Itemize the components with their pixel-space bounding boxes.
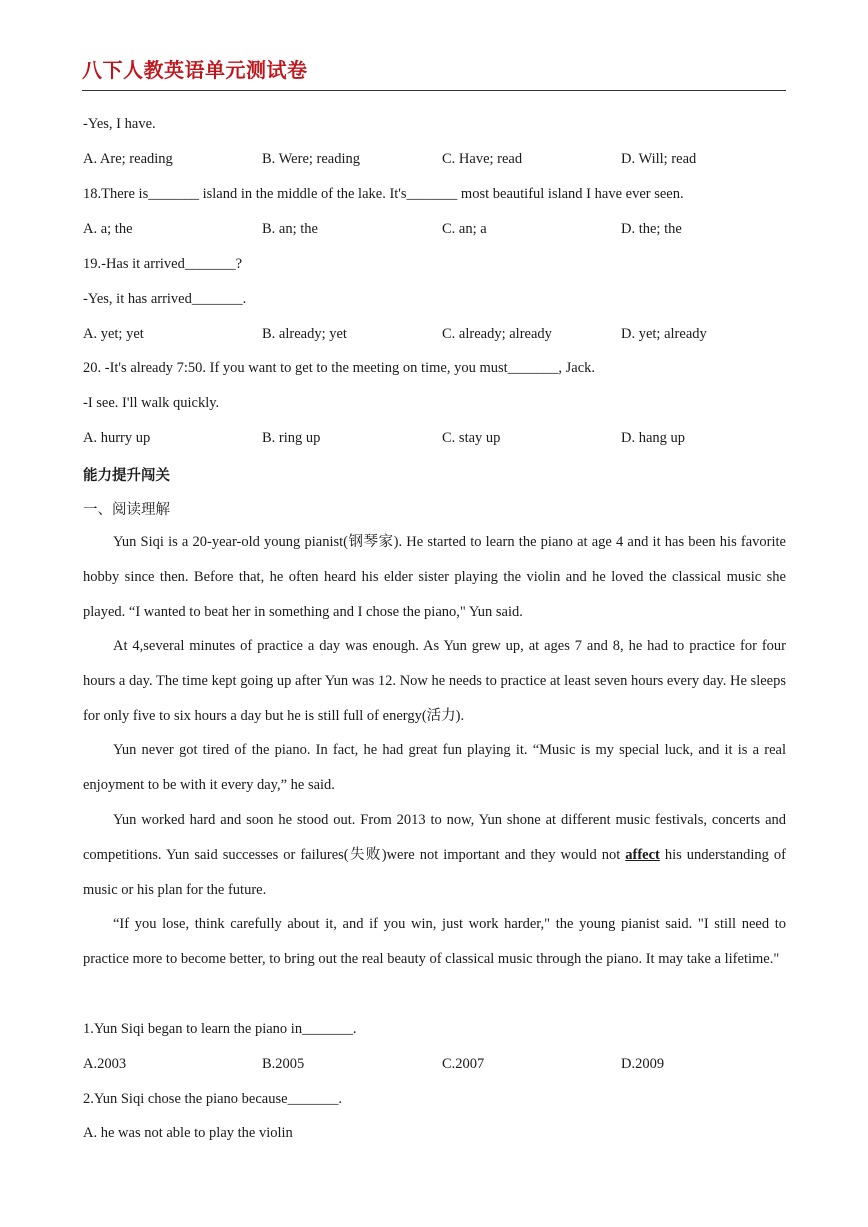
q18-option-b: B. an; the	[262, 221, 318, 237]
q19-stem: 19.-Has it arrived_______?	[83, 256, 243, 272]
paragraph-4-text-after: his understanding of music or his plan for the future.	[83, 846, 786, 898]
passage-paragraph-3: Yun never got tired of the piano. In fact, he had great fun playing it. “Music is my special luck, and it is a real enjoyment to be with it every day,” he said.	[83, 742, 786, 793]
q17-option-a: A. Are; reading	[83, 151, 173, 167]
paragraph-4-text-before: Yun worked hard and soon he stood out. From 2013 to now, Yun shone at different music festivals, concerts and competitions. Yun said successes or failures(失败)were not important and they would not	[83, 812, 786, 863]
q18-option-c: C. an; a	[442, 221, 487, 237]
section-title: 能力提升闯关	[83, 468, 170, 484]
q17-option-d: D. Will; read	[621, 151, 697, 167]
q17-option-b: B. Were; reading	[262, 151, 361, 167]
q20-stem: 20. -It's already 7:50. If you want to get to the meeting on time, you must_______, Jack.	[83, 360, 596, 376]
q19-option-c: C. already; already	[442, 326, 552, 342]
reading-q2-option-a: A. he was not able to play the violin	[83, 1125, 293, 1141]
q20-option-d: D. hang up	[621, 430, 686, 446]
reading-q1-option-c: C.2007	[442, 1056, 485, 1072]
reading-q1-option-b: B.2005	[262, 1056, 305, 1072]
passage-paragraph-1: Yun Siqi is a 20-year-old young pianist(钢琴家). He started to learn the piano at age 4 and it has been his favorite hobby since then. Before that, he often heard his elder sister playing the violin and he loved the classical music she played. “I wanted to beat her in something and I chose the piano," Yun said.	[83, 534, 786, 620]
q20-option-b: B. ring up	[262, 430, 321, 446]
reading-q1-stem: 1.Yun Siqi began to learn the piano in_______.	[83, 1021, 357, 1037]
q18-option-d: D. the; the	[621, 221, 682, 237]
reading-q1-option-a: A.2003	[83, 1056, 127, 1072]
q19-option-b: B. already; yet	[262, 326, 347, 342]
q20-option-c: C. stay up	[442, 430, 501, 446]
q20-option-a: A. hurry up	[83, 430, 151, 446]
passage-paragraph-2: At 4,several minutes of practice a day was enough. As Yun grew up, at ages 7 and 8, he had to practice for four hours a day. The time kept going up after Yun was 12. Now he needs to practice at least seven hours every day. He sleeps for only five to six hours a day but he is still full of energy(活力).	[83, 638, 786, 724]
q19-option-a: A. yet; yet	[83, 326, 144, 342]
header-divider	[82, 90, 786, 91]
q19-option-d: D. yet; already	[621, 326, 707, 342]
page-header-title: 八下人教英语单元测试卷	[82, 58, 308, 82]
section-subtitle: 一、阅读理解	[83, 502, 170, 518]
q20-answer: -I see. I'll walk quickly.	[83, 395, 220, 411]
q18-option-a: A. a; the	[83, 221, 133, 237]
passage-paragraph-5: “If you lose, think carefully about it, and if you win, just work harder," the young pianist said. "I still need to practice more to become better, to bring out the real beauty of classical music through the piano. It may take a lifetime."	[83, 916, 786, 967]
q18-stem: 18.There is_______ island in the middle of the lake. It's_______ most beautiful island I have ever seen.	[83, 186, 684, 202]
q19-answer: -Yes, it has arrived_______.	[83, 291, 247, 307]
passage-paragraph-4	[83, 803, 786, 907]
q17-option-c: C. Have; read	[442, 151, 523, 167]
reading-q1-option-d: D.2009	[621, 1056, 665, 1072]
underlined-keyword: affect	[625, 846, 660, 863]
q17-answer: -Yes, I have.	[83, 116, 156, 132]
reading-q2-stem: 2.Yun Siqi chose the piano because_______.	[83, 1091, 342, 1107]
